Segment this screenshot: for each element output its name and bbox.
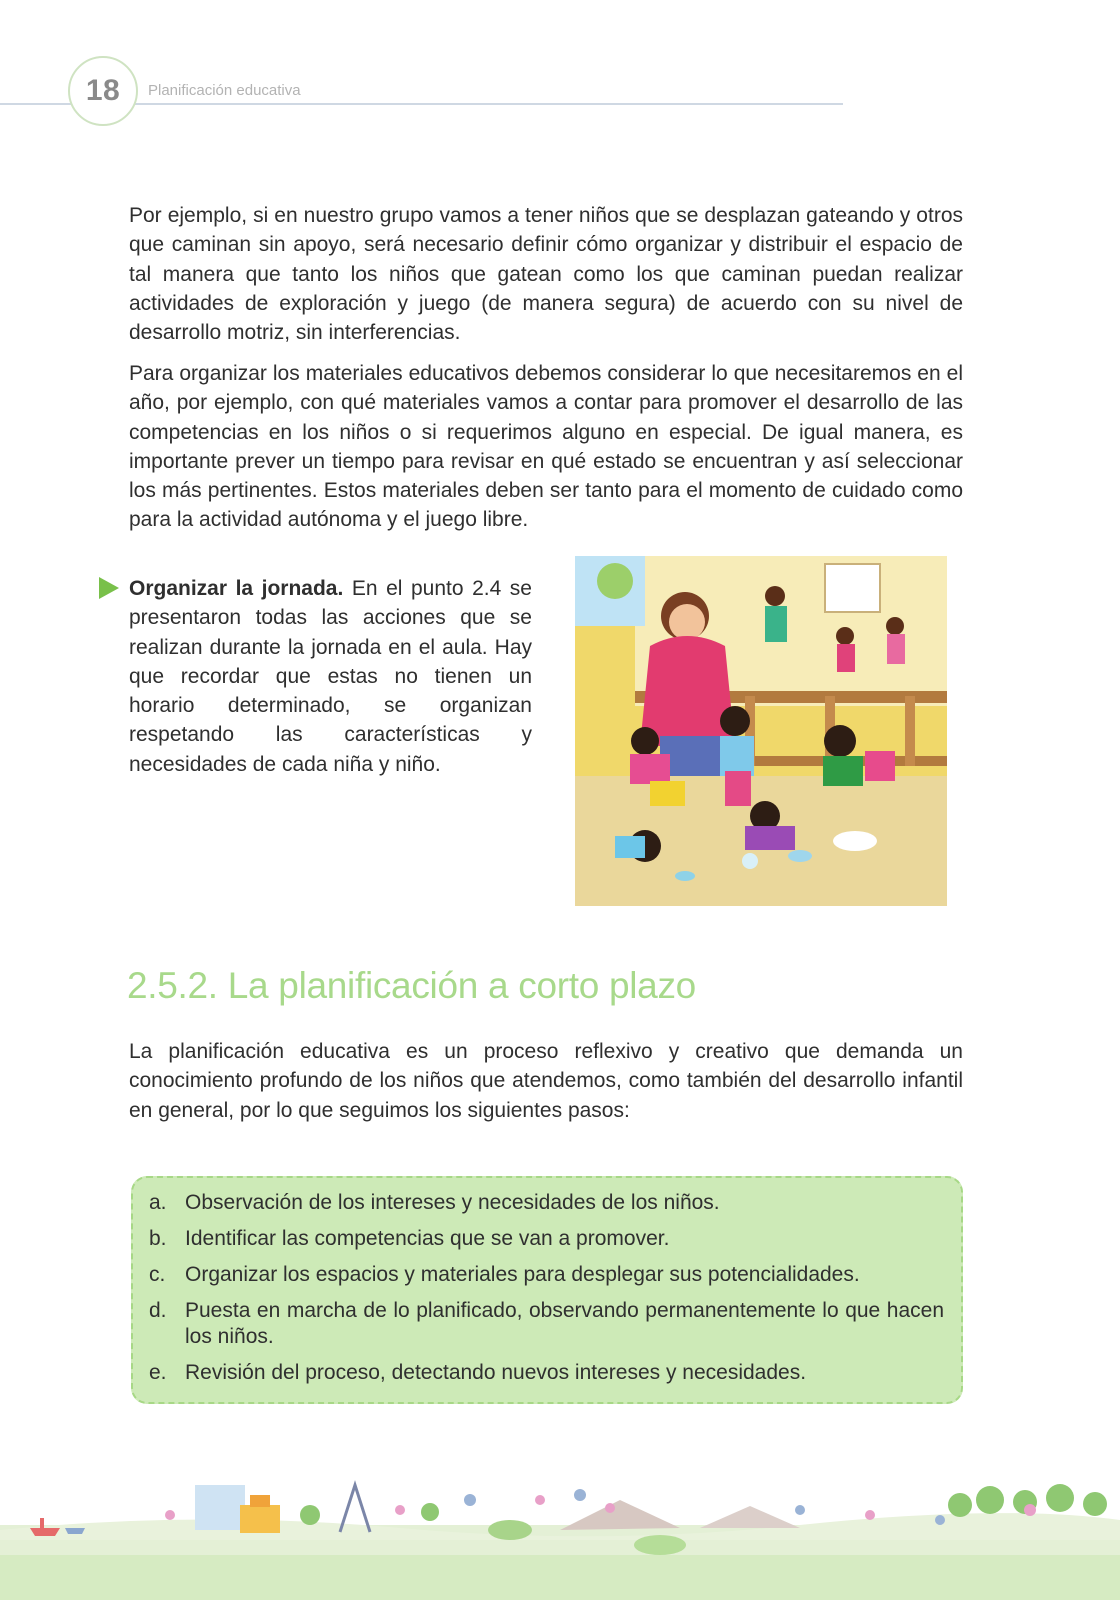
running-title: Planificación educativa <box>148 82 301 99</box>
classroom-illustration <box>575 556 947 906</box>
list-item <box>149 1298 944 1350</box>
list-text: Organizar los espacios y materiales para desplegar sus potencialidades. <box>185 1263 860 1286</box>
bullet-paragraph <box>129 574 532 779</box>
list-text: Puesta en marcha de lo planificado, observando permanentemente lo que hacen los niños. <box>185 1299 944 1348</box>
section-title: 2.5.2. La planificación a corto plazo <box>127 965 696 1006</box>
page-number: 18 <box>85 74 121 107</box>
page-number-badge <box>68 56 138 126</box>
steps-list <box>149 1190 944 1396</box>
list-item <box>149 1226 944 1252</box>
bullet-title: Organizar la jornada. <box>129 577 344 600</box>
list-text: Identificar las competencias que se van a promover. <box>185 1227 670 1250</box>
list-item <box>149 1262 944 1288</box>
list-marker: c. <box>149 1263 166 1286</box>
list-marker: d. <box>149 1299 167 1322</box>
list-item <box>149 1360 944 1386</box>
triangle-bullet-icon <box>99 577 119 599</box>
list-marker: e. <box>149 1361 167 1384</box>
footer-landscape-illustration <box>0 1470 1120 1600</box>
list-text: Observación de los intereses y necesidades de los niños. <box>185 1191 720 1214</box>
list-marker: a. <box>149 1191 167 1214</box>
bullet-body: En el punto 2.4 se presentaron todas las acciones que se realizan durante la jornada en el aula. Hay que recordar que estas no tienen un horario determinado, se organizan respetando las características y necesidades de cada niña y niño. <box>129 577 532 776</box>
list-text: Revisión del proceso, detectando nuevos intereses y necesidades. <box>185 1361 807 1384</box>
list-marker: b. <box>149 1227 167 1250</box>
paragraph-1: Por ejemplo, si en nuestro grupo vamos a tener niños que se desplazan gateando y otros que caminan sin apoyo, será necesario definir cómo organizar y distribuir el espacio de tal manera que tanto los niños que gatean como los que caminan puedan realizar actividades de exploración y juego (de manera segura) de acuerdo con su nivel de desarrollo motriz, sin interferencias. <box>129 204 963 345</box>
paragraph-2: Para organizar los materiales educativos debemos considerar lo que necesitaremos en el año, por ejemplo, con qué materiales vamos a contar para promover el desarrollo de las competencias en los niños o si requerimos alguno en especial. De igual manera, es importante prever un tiempo para revisar en qué estado se encuentran y así seleccionar los más pertinentes. Estos materiales deben ser tanto para el momento de cuidado como para la actividad autónoma y el juego libre. <box>129 362 963 532</box>
list-item <box>149 1190 944 1216</box>
paragraph-3: La planificación educativa es un proceso reflexivo y creativo que demanda un conocimiento profundo de los niños que atendemos, como también del desarrollo infantil en general, por lo que seguimos los siguientes pasos: <box>129 1040 963 1122</box>
